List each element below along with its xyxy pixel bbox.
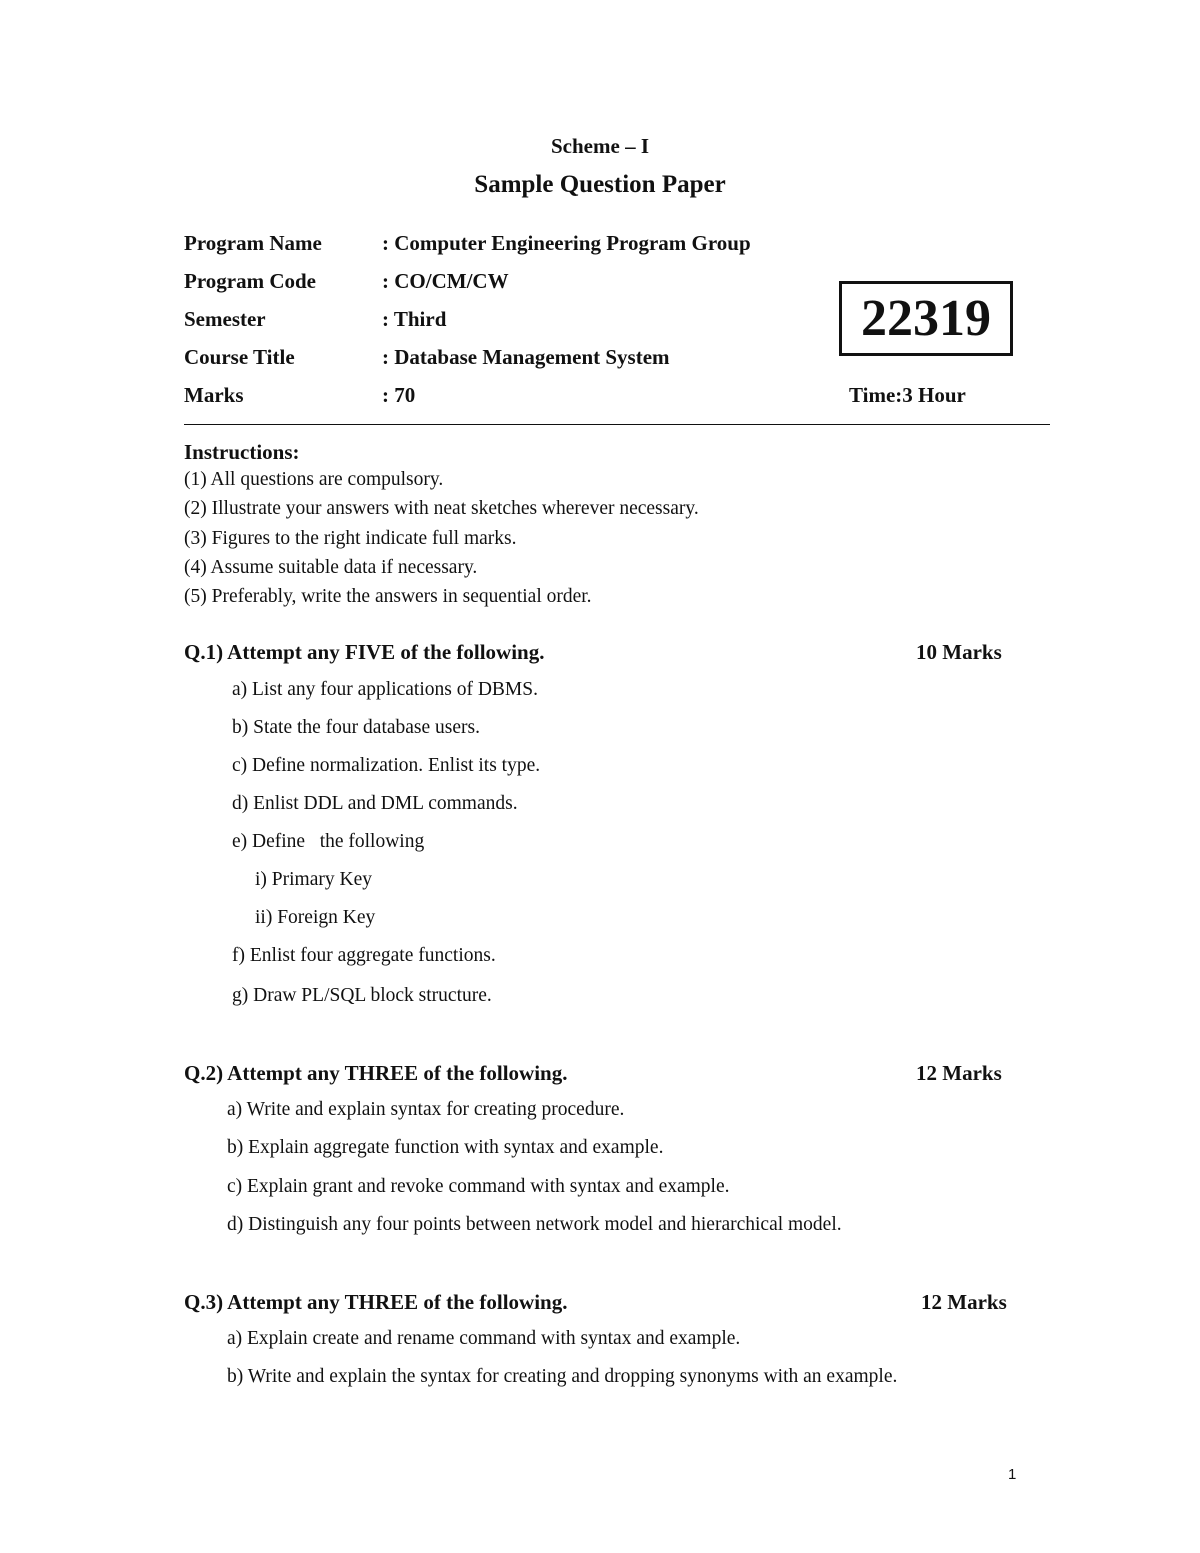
instructions-heading: Instructions: bbox=[184, 440, 300, 464]
program-name-value: : Computer Engineering Program Group bbox=[382, 231, 751, 255]
instruction-item: (2) Illustrate your answers with neat sketches wherever necessary. bbox=[184, 498, 699, 519]
question-item: b) Explain aggregate function with syntax and example. bbox=[227, 1137, 664, 1158]
question-1-heading: Q.1) Attempt any FIVE of the following. bbox=[184, 640, 545, 664]
question-item: d) Distinguish any four points between network model and hierarchical model. bbox=[227, 1214, 842, 1235]
question-item: b) State the four database users. bbox=[232, 717, 480, 738]
course-title-value: : Database Management System bbox=[382, 345, 670, 369]
course-code-box bbox=[839, 281, 1013, 356]
program-name-label: Program Name bbox=[184, 231, 322, 255]
question-3-marks: 12 Marks bbox=[921, 1290, 1007, 1314]
instruction-item: (5) Preferably, write the answers in sequential order. bbox=[184, 586, 592, 607]
question-subitem: i) Primary Key bbox=[255, 869, 372, 890]
time-duration: Time:3 Hour bbox=[849, 383, 966, 407]
marks-label: Marks bbox=[184, 383, 244, 407]
question-item: e) Define the following bbox=[232, 831, 425, 852]
scheme-label: Scheme – I bbox=[551, 134, 649, 158]
question-item: c) Define normalization. Enlist its type. bbox=[232, 755, 541, 776]
page-number: 1 bbox=[1008, 1466, 1017, 1483]
question-item: a) List any four applications of DBMS. bbox=[232, 679, 538, 700]
question-item: d) Enlist DDL and DML commands. bbox=[232, 793, 518, 814]
instruction-item: (1) All questions are compulsory. bbox=[184, 469, 444, 490]
semester-label: Semester bbox=[184, 307, 266, 331]
question-1-marks: 10 Marks bbox=[916, 640, 1002, 664]
question-item: a) Write and explain syntax for creating procedure. bbox=[227, 1099, 625, 1120]
question-item: f) Enlist four aggregate functions. bbox=[232, 945, 496, 966]
question-item: b) Write and explain the syntax for creating and dropping synonyms with an example. bbox=[227, 1366, 898, 1387]
question-3-heading: Q.3) Attempt any THREE of the following. bbox=[184, 1290, 568, 1314]
question-item: g) Draw PL/SQL block structure. bbox=[232, 985, 492, 1006]
instruction-item: (4) Assume suitable data if necessary. bbox=[184, 557, 478, 578]
question-2-marks: 12 Marks bbox=[916, 1061, 1002, 1085]
semester-value: : Third bbox=[382, 307, 447, 331]
instruction-item: (3) Figures to the right indicate full marks. bbox=[184, 528, 517, 549]
paper-title: Sample Question Paper bbox=[474, 171, 726, 198]
question-2-heading: Q.2) Attempt any THREE of the following. bbox=[184, 1061, 568, 1085]
question-item: a) Explain create and rename command with syntax and example. bbox=[227, 1328, 741, 1349]
program-code-label: Program Code bbox=[184, 269, 316, 293]
question-subitem: ii) Foreign Key bbox=[255, 907, 376, 928]
course-code: 22319 bbox=[861, 290, 991, 347]
header-divider bbox=[184, 424, 1050, 425]
question-item: c) Explain grant and revoke command with syntax and example. bbox=[227, 1176, 730, 1197]
program-code-value: : CO/CM/CW bbox=[382, 269, 509, 293]
marks-value: : 70 bbox=[382, 383, 416, 407]
course-title-label: Course Title bbox=[184, 345, 295, 369]
